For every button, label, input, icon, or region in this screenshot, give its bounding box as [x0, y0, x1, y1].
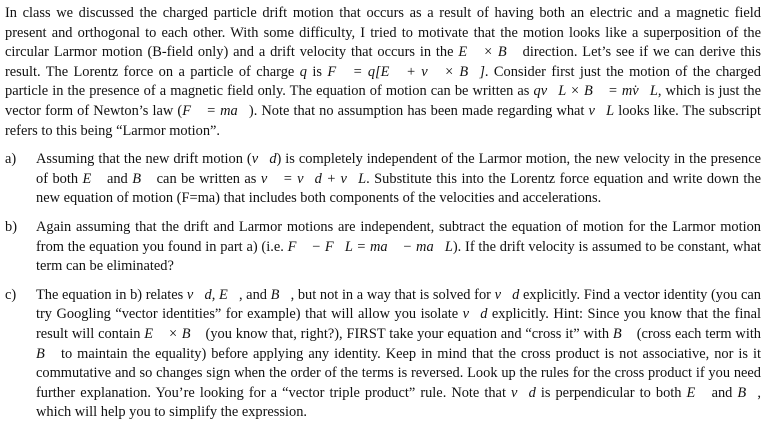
question-math: B⃗ — [132, 170, 153, 187]
question-label: a) — [5, 151, 17, 168]
question-text-part: and — [102, 170, 133, 187]
question-b — [5, 218, 761, 277]
question-a — [5, 150, 761, 209]
intro-paragraph — [5, 4, 761, 141]
question-text — [36, 218, 761, 277]
question-math: B⃗ — [270, 286, 291, 303]
question-text-part: can be written as — [152, 170, 261, 187]
question-math: v⃗d — [251, 151, 277, 168]
question-text-part: Assuming that the new drift motion ( — [36, 151, 252, 168]
intro-math: F⃗ = ma⃗ — [182, 102, 249, 119]
question-text-part: to maintain the equality) before applying any identity. Keep in mind that the cross product is not associative, nor is it commutative and so changes sign when the order of the terms is reversed. Look up the rules for the cross product if you need further explanation. You’re looking for a “vector triple product” rule. Note that — [36, 345, 761, 401]
intro-text: , which is just the vector form of Newton’s law ( — [5, 83, 762, 119]
intro-text: is — [306, 63, 328, 80]
question-text-part: ). If the drift velocity is assumed to be constant, what term can be eliminated? — [36, 238, 762, 275]
intro-text: direction. Let’s see if we can derive this result. The Lorentz force on a particle of charge — [5, 44, 761, 80]
intro-text: looks like. The subscript refers to this being “Larmor motion”. — [5, 102, 762, 139]
intro-math: v⃗L — [588, 102, 615, 119]
intro-math: q — [299, 63, 307, 80]
question-label: c) — [5, 286, 17, 303]
question-text-part: The equation in b) relates — [36, 286, 187, 303]
question-math: E⃗ — [686, 384, 707, 401]
question-text-part: (you know that, right?), FIRST take your equation and “cross it” with — [201, 325, 613, 342]
question-text-part: explicitly. Find a vector identity (you can try Googling “vector identities” for example) that will allow you isolate — [36, 286, 761, 323]
question-text-part: Again assuming that the drift and Larmor motions are independent, subtract the equation of motion for the Larmor motion from the equation you found in part a) (i.e. — [36, 218, 761, 255]
intro-math: F⃗ = q[E⃗ + v⃗ × B⃗] — [327, 63, 485, 80]
question-math: E⃗ — [82, 170, 103, 187]
intro-math: qv⃗L × B⃗ = mv̇⃗L — [533, 83, 658, 100]
intro-text: ). Note that no assumption has been made regarding what — [248, 102, 589, 119]
question-math: F⃗ − F⃗L = ma⃗ − ma⃗L — [287, 238, 453, 255]
question-text-part: , which will help you to simplify the expression. — [36, 384, 761, 421]
question-math: v⃗d — [511, 384, 536, 401]
question-text-part: , but not in a way that is solved for — [290, 286, 495, 303]
question-text-part: and — [706, 384, 738, 401]
question-text-part: , and — [238, 286, 271, 303]
question-text — [36, 286, 761, 423]
question-math: B⃗ — [612, 325, 633, 342]
question-math: v⃗d — [462, 306, 488, 323]
question-math: B⃗ — [36, 345, 56, 362]
question-text-part: (cross each term with — [632, 325, 762, 342]
question-text-part: ) is completely independent of the Larmor motion, the new velocity in the presence of both — [36, 151, 762, 187]
question-math: v⃗d — [494, 286, 520, 303]
question-label: b) — [5, 218, 17, 235]
question-c — [5, 286, 761, 423]
intro-math: E⃗ × B⃗ — [458, 44, 518, 61]
question-math: v⃗ = v⃗d + v⃗L — [260, 170, 367, 187]
intro-text: . Consider first just the motion of the charged particle in the presence of a magnetic field only. The equation of motion can be written as — [5, 63, 761, 100]
intro-text: In class we discussed the charged particle drift motion that occurs as a result of having both an electric and a magnetic field present and orthogonal to each other. With some difficulty, I tried to motivate that the motion looks like a superposition of the circular Larmor motion (B-field only) and a drift velocity that occurs in the — [5, 5, 761, 61]
question-text — [36, 150, 761, 209]
question-text-part: . Substitute this into the Lorentz force equation and write down the new equation of motion (F=ma) that includes both components of the velocities and accelerations. — [36, 170, 761, 207]
question-math: v⃗d, E⃗ — [186, 286, 239, 303]
question-text-part: explicitly. Hint: Since you know that the final result will contain — [36, 306, 761, 342]
question-math: B⃗ — [737, 384, 758, 401]
question-math: E⃗ × B⃗ — [144, 325, 202, 342]
question-text-part: is perpendicular to both — [535, 384, 687, 401]
